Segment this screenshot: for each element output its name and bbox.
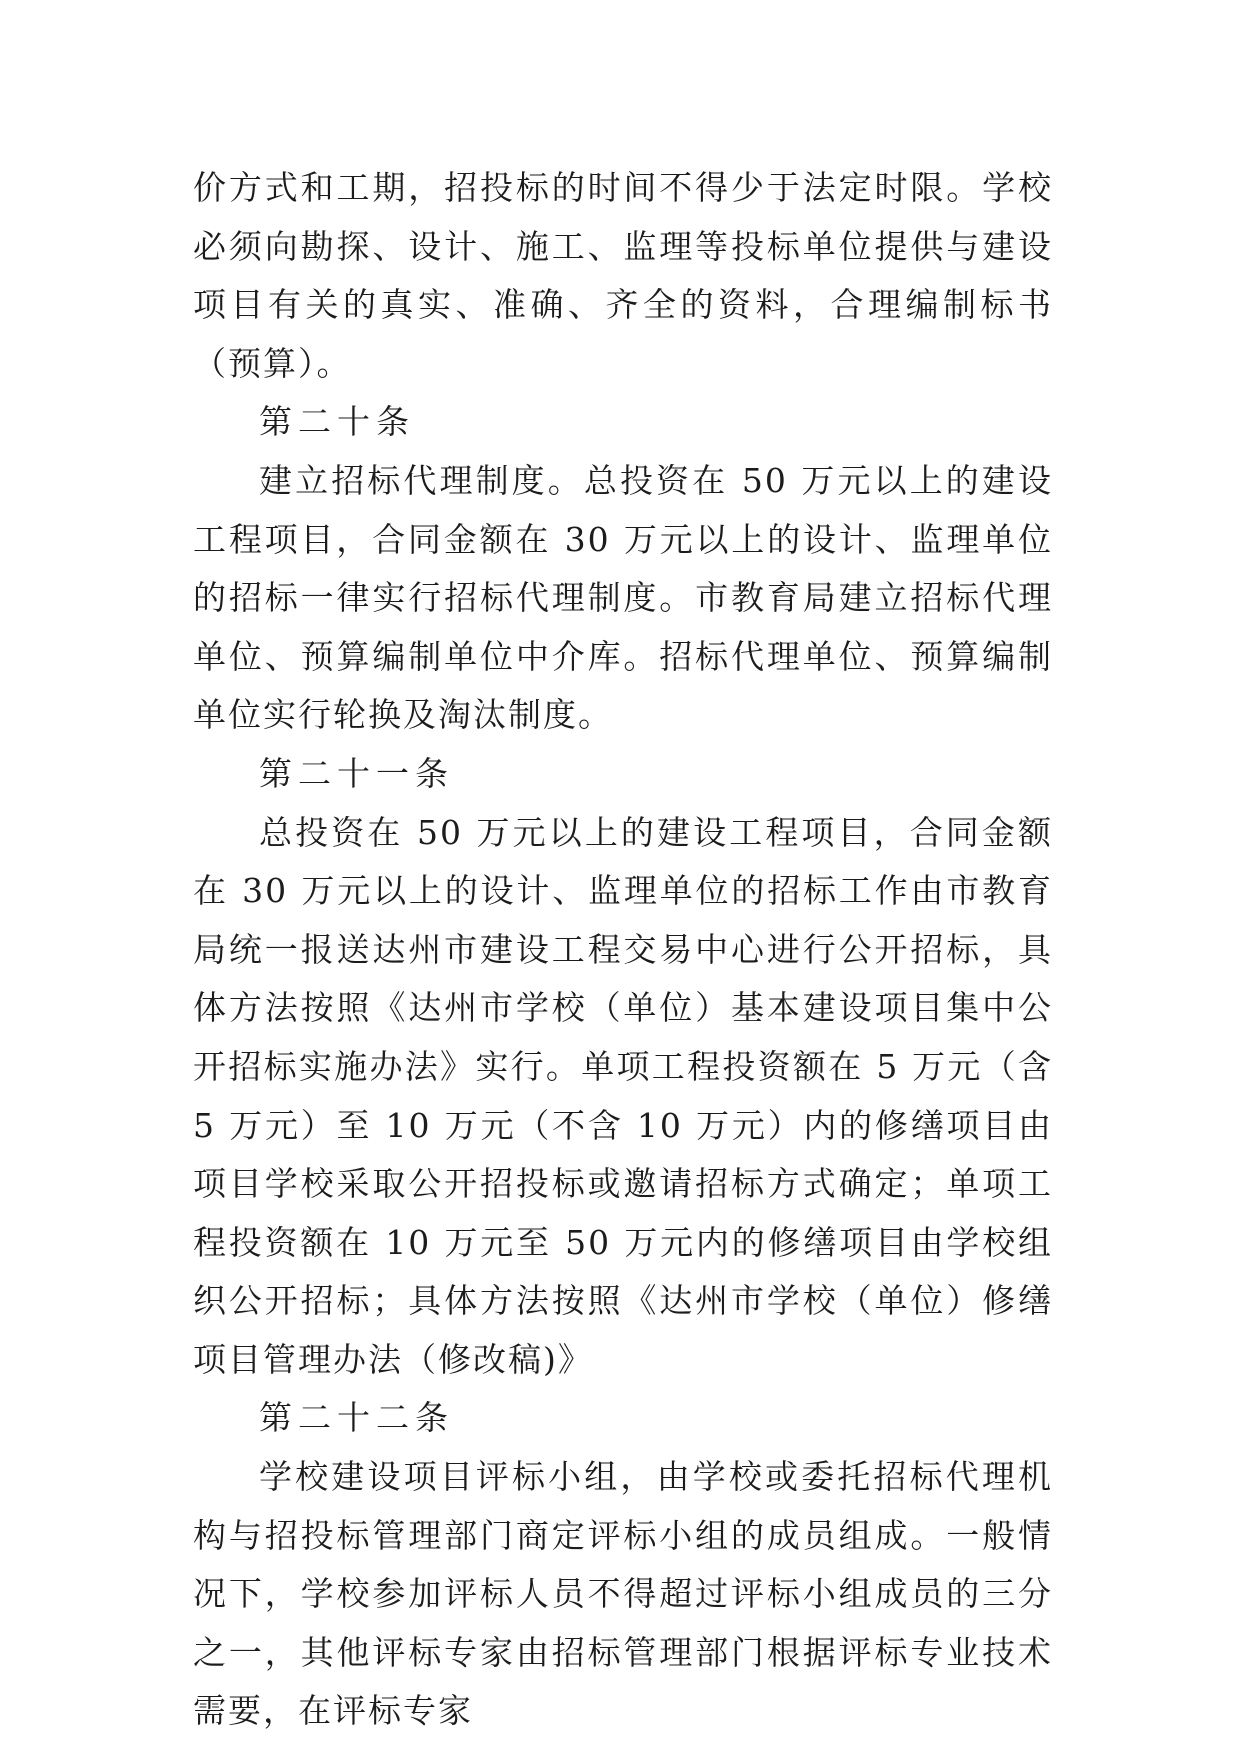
article-20-paragraph: 建立招标代理制度。总投资在 50 万元以上的建设工程项目，合同金额在 30 万元以上的设计、监理单位的招标一律实行招标代理制度。市教育局建立招标代理单位、预算编制单位中介库。招标代理单位、预算编制单位实行轮换及淘汰制度。	[193, 460, 1053, 735]
article-21-paragraph: 总投资在 50 万元以上的建设工程项目，合同金额在 30 万元以上的设计、监理单位的招标工作由市教育局统一报送达州市建设工程交易中心进行公开招标，具体方法按照《达州市学校（单位）基本建设项目集中公开招标实施办法》实行。单项工程投资额在 5 万元（含 5 万元）至 10 万元（不含 10 万元）内的修缮项目由项目学校采取公开招投标或邀请招标方式确定；单项工程投资额在 10 万元至 50 万元内的修缮项目由学校组织公开招标；具体方法按照《达州市学校（单位）修缮项目管理办法（修改稿)》	[193, 812, 1053, 1379]
document-body	[193, 159, 1053, 1741]
article-heading-22: 第二十二条	[259, 1398, 454, 1438]
paragraph-continued: 价方式和工期，招投标的时间不得少于法定时限。学校必须向勘探、设计、施工、监理等投标单位提供与建设项目有关的真实、准确、齐全的资料，合理编制标书（预算）。	[193, 168, 1053, 383]
article-22-paragraph: 学校建设项目评标小组，由学校或委托招标代理机构与招投标管理部门商定评标小组的成员组成。一般情况下，学校参加评标人员不得超过评标小组成员的三分之一，其他评标专家由招标管理部门根据评标专业技术需要，在评标专家	[193, 1457, 1053, 1731]
article-heading-21: 第二十一条	[259, 753, 454, 793]
article-heading-20: 第二十条	[259, 402, 415, 442]
